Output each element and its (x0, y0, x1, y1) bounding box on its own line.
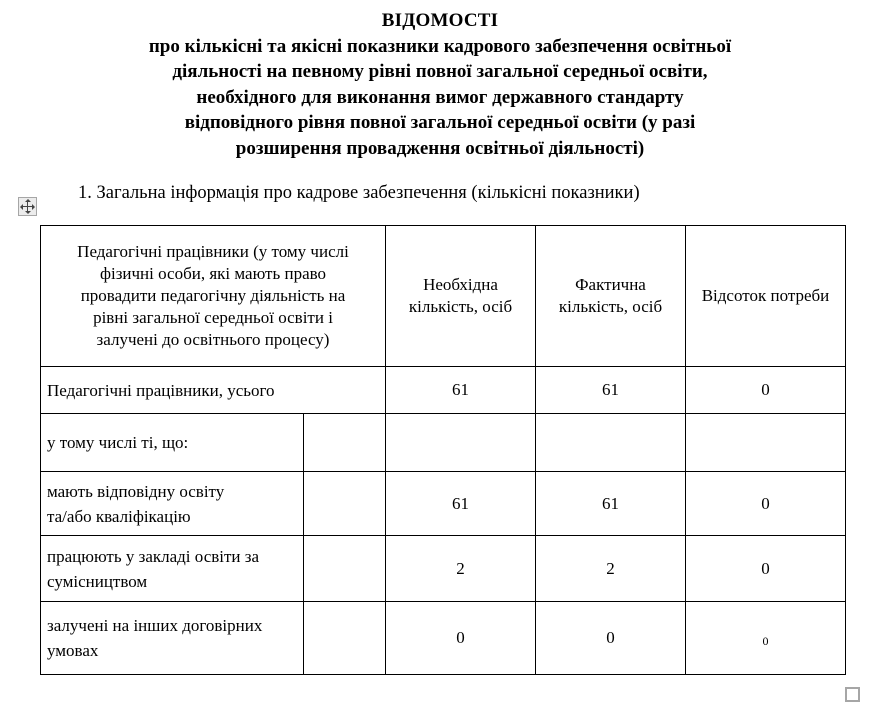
row-label-contract (41, 602, 304, 675)
header-cell-actual (536, 226, 686, 367)
document-subtitle-line-1: про кількісні та якісні показники кадрового забезпечення освітньої (148, 35, 732, 57)
staffing-data-table (40, 225, 846, 675)
row-label-line-2: сумісництвом (47, 571, 148, 591)
header-line-1: Педагогічні працівники (у тому числі (77, 242, 349, 261)
row-label-line-2: умовах (47, 641, 99, 660)
header-percent-line-1: Відсоток потреби (701, 286, 830, 305)
row-percent-contract: 0 (686, 602, 846, 675)
header-required-line-2: кількість, осіб (408, 297, 513, 316)
row-required-contract: 0 (386, 602, 536, 675)
header-actual-line-1: Фактична (575, 275, 646, 294)
document-title: ВІДОМОСТІ (381, 10, 499, 31)
row-label-line-1: залучені на інших договірних (47, 616, 263, 635)
document-subtitle-line-2: діяльності на певному рівні повної загальної середньої освіти, (172, 61, 708, 82)
table-row (41, 414, 846, 472)
header-cell-teachers (41, 226, 386, 367)
document-subtitle-line-4: відповідного рівня повної загальної середньої освіти (у разі (184, 112, 696, 133)
table-move-handle-icon[interactable] (18, 197, 37, 216)
move-arrow-right (32, 204, 35, 210)
row-label-total (41, 367, 386, 414)
row-label-parttime (41, 536, 304, 602)
row-spacer-parttime (304, 536, 386, 602)
row-label-line-1: у тому числі ті, що: (47, 433, 189, 452)
row-percent-parttime: 0 (686, 536, 846, 602)
header-cell-percent (686, 226, 846, 367)
row-actual-including (536, 414, 686, 472)
header-required-line-1: Необхідна (423, 275, 498, 294)
row-actual-total: 61 (536, 367, 686, 414)
row-spacer-education (304, 472, 386, 536)
section-heading: 1. Загальна інформація про кадрове забезпечення (кількісні показники) (78, 183, 640, 203)
header-line-2: фізичні особи, які мають право (99, 264, 327, 283)
table-row (41, 367, 846, 414)
row-label-including (41, 414, 304, 472)
table-row (41, 602, 846, 675)
row-actual-parttime: 2 (536, 536, 686, 602)
row-required-total: 61 (386, 367, 536, 414)
row-label-line-1: мають відповідну освіту (47, 481, 225, 501)
row-actual-education: 61 (536, 472, 686, 536)
row-label-line-1: Педагогічні працівники, усього (47, 380, 275, 400)
header-line-3: провадити педагогічну діяльність на (80, 286, 346, 305)
row-required-including (386, 414, 536, 472)
row-label-line-1: працюють у закладі освіти за (47, 546, 260, 566)
header-actual-line-2: кількість, осіб (558, 297, 663, 316)
row-spacer-including (304, 414, 386, 472)
table-header-row (41, 226, 846, 367)
row-label-education (41, 472, 304, 536)
row-percent-total: 0 (686, 367, 846, 414)
row-spacer-contract (304, 602, 386, 675)
document-subtitle-line-3: необхідного для виконання вимог державного стандарту (196, 86, 684, 108)
move-arrow-down (25, 211, 31, 214)
move-arrow-up (25, 199, 31, 202)
header-line-4: рівні загальної середньої освіти і (93, 308, 333, 327)
table-resize-handle-icon[interactable] (845, 687, 860, 702)
document-title-block (70, 8, 810, 161)
header-cell-required (386, 226, 536, 367)
move-arrow-left (20, 204, 23, 210)
row-percent-including (686, 414, 846, 472)
row-required-education: 61 (386, 472, 536, 536)
table-row (41, 472, 846, 536)
row-percent-education: 0 (686, 472, 846, 536)
row-required-parttime: 2 (386, 536, 536, 602)
row-actual-contract: 0 (536, 602, 686, 675)
document-subtitle-line-5: розширення провадження освітньої діяльності) (235, 137, 645, 159)
header-line-5: залучені до освітнього процесу) (96, 330, 330, 349)
table-row (41, 536, 846, 602)
row-label-line-2: та/або кваліфікацію (47, 506, 191, 526)
